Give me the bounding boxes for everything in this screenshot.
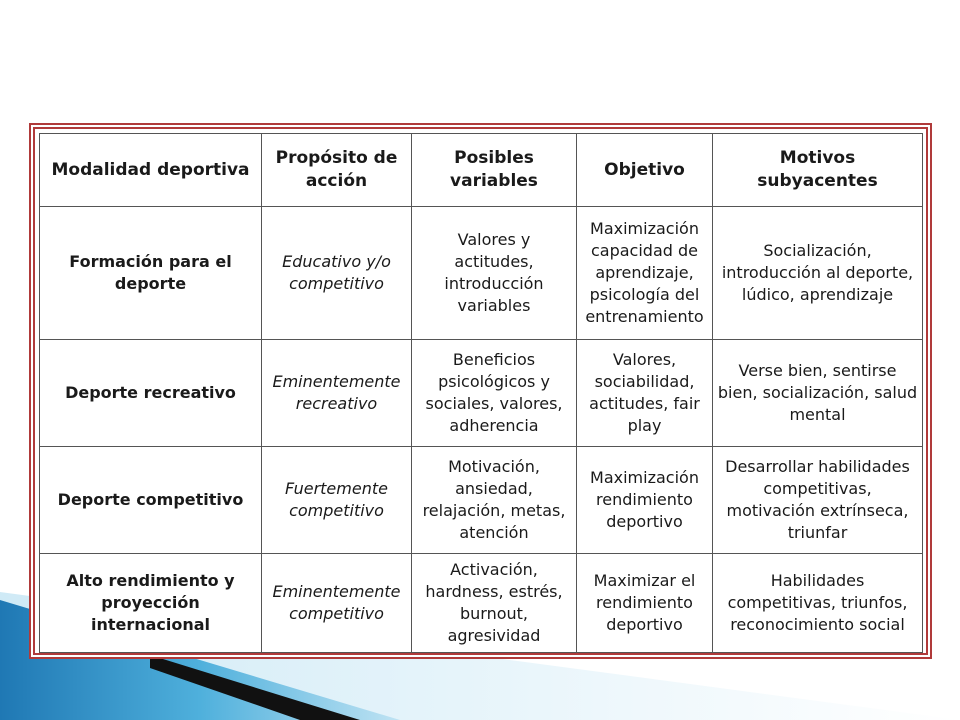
cell-motivos: Socialización, introducción al deporte, lúdico, aprendizaje — [713, 207, 923, 340]
table-row — [40, 340, 923, 447]
cell-variables: Motivación, ansiedad, relajación, metas, atención — [412, 447, 577, 554]
header-variables: Posibles variables — [412, 134, 577, 207]
header-proposito: Propósito de acción — [262, 134, 412, 207]
header-motivos: Motivos subyacentes — [713, 134, 923, 207]
cell-motivos: Habilidades competitivas, triunfos, reconocimiento social — [713, 554, 923, 653]
table-frame — [29, 123, 932, 659]
cell-modalidad: Deporte competitivo — [40, 447, 262, 554]
cell-variables: Valores y actitudes, introducción variables — [412, 207, 577, 340]
cell-motivos: Verse bien, sentirse bien, socialización, salud mental — [713, 340, 923, 447]
cell-proposito: Fuertemente competitivo — [262, 447, 412, 554]
cell-motivos: Desarrollar habilidades competitivas, motivación extrínseca, triunfar — [713, 447, 923, 554]
cell-variables: Activación, hardness, estrés, burnout, agresividad — [412, 554, 577, 653]
table-row — [40, 554, 923, 653]
cell-proposito: Educativo y/o competitivo — [262, 207, 412, 340]
header-row — [40, 134, 923, 207]
cell-modalidad: Deporte recreativo — [40, 340, 262, 447]
table-row — [40, 207, 923, 340]
cell-objetivo: Maximizar el rendimiento deportivo — [577, 554, 713, 653]
cell-variables: Beneficios psicológicos y sociales, valores, adherencia — [412, 340, 577, 447]
cell-objetivo: Maximización rendimiento deportivo — [577, 447, 713, 554]
cell-modalidad: Formación para el deporte — [40, 207, 262, 340]
table-row — [40, 447, 923, 554]
cell-modalidad: Alto rendimiento y proyección internacional — [40, 554, 262, 653]
header-modalidad: Modalidad deportiva — [40, 134, 262, 207]
cell-proposito: Eminentemente competitivo — [262, 554, 412, 653]
cell-objetivo: Maximización capacidad de aprendizaje, psicología del entrenamiento — [577, 207, 713, 340]
sports-modality-table — [39, 133, 923, 653]
cell-proposito: Eminentemente recreativo — [262, 340, 412, 447]
header-objetivo: Objetivo — [577, 134, 713, 207]
cell-objetivo: Valores, sociabilidad, actitudes, fair play — [577, 340, 713, 447]
